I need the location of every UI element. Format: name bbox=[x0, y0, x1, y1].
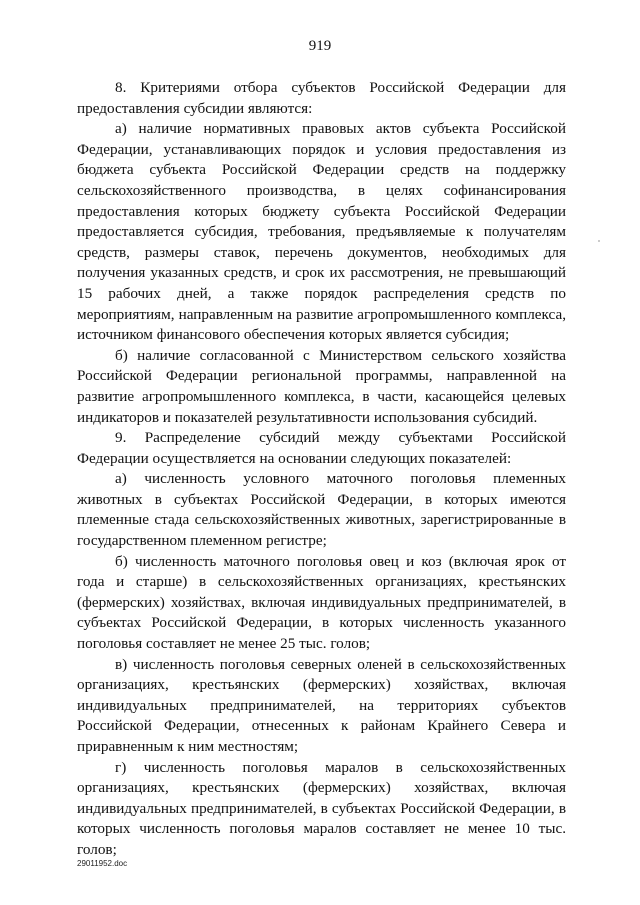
paragraph-indicator-a: а) численность условного маточного поголовья племенных животных в субъектах Российской Федерации, в которых имеются племенные стада сельскохозяйственных животных, зарегистрированные в государственном племенном регистре; bbox=[77, 470, 566, 550]
paragraph-criteria-b: б) наличие согласованной с Министерством сельского хозяйства Российской Федерации региональной программы, направленной на развитие агропромышленного комплекса, в части, касающейся целевых индикаторов и показателей результативности использования субсидий. bbox=[77, 346, 566, 426]
paragraph-indicator-c: в) численность поголовья северных оленей в сельскохозяйственных организациях, крестьянских (фермерских) хозяйствах, включая индивидуальных предпринимателей, на территориях субъектов Российской Федерации, отнесенных к районам Крайнего Севера и приравненным к ним местностям; bbox=[77, 655, 566, 755]
paragraph-distribution-heading: 9. Распределение субсидий между субъектами Российской Федерации осуществляется на основании следующих показателей: bbox=[77, 429, 566, 467]
footer-filename: 29011952.doc bbox=[77, 859, 128, 868]
paragraph-criteria-a: а) наличие нормативных правовых актов субъекта Российской Федерации, устанавливающих порядок и условия предоставления из бюджета субъекта Российской Федерации средств на поддержку сельскохозяйственного производства, в целях софинансирования предоставления которых бюджету субъекта Российской Федерации предоставляется субсидия, требования, предъявляемые к получателям средств, размеры ставок, перечень документов, необходимых для получения указанных средств, и срок их рассмотрения, не превышающий 15 рабочих дней, а также порядок распределения средств по мероприятиям, направленным на развитие агропромышленного комплекса, источником финансового обеспечения которых является субсидия; bbox=[77, 120, 566, 344]
document-body bbox=[77, 78, 566, 861]
paragraph-indicator-d: г) численность поголовья маралов в сельскохозяйственных организациях, крестьянских (фермерских) хозяйствах, включая индивидуальных предпринимателей, в субъектах Российской Федерации, в которых численность поголовья маралов составляет не менее 10 тыс. голов; bbox=[77, 758, 566, 858]
paragraph-criteria-heading: 8. Критериями отбора субъектов Российской Федерации для предоставления субсидии являются: bbox=[77, 79, 566, 117]
scan-speck bbox=[598, 240, 600, 242]
page-number: 919 bbox=[308, 38, 332, 54]
paragraph-indicator-b: б) численность маточного поголовья овец и коз (включая ярок от года и старше) в сельскохозяйственных организациях, крестьянских (фермерских) хозяйствах, включая индивидуальных предпринимателей, в субъектах Российской Федерации, в которых численность указанного поголовья составляет не менее 25 тыс. голов; bbox=[77, 552, 566, 653]
